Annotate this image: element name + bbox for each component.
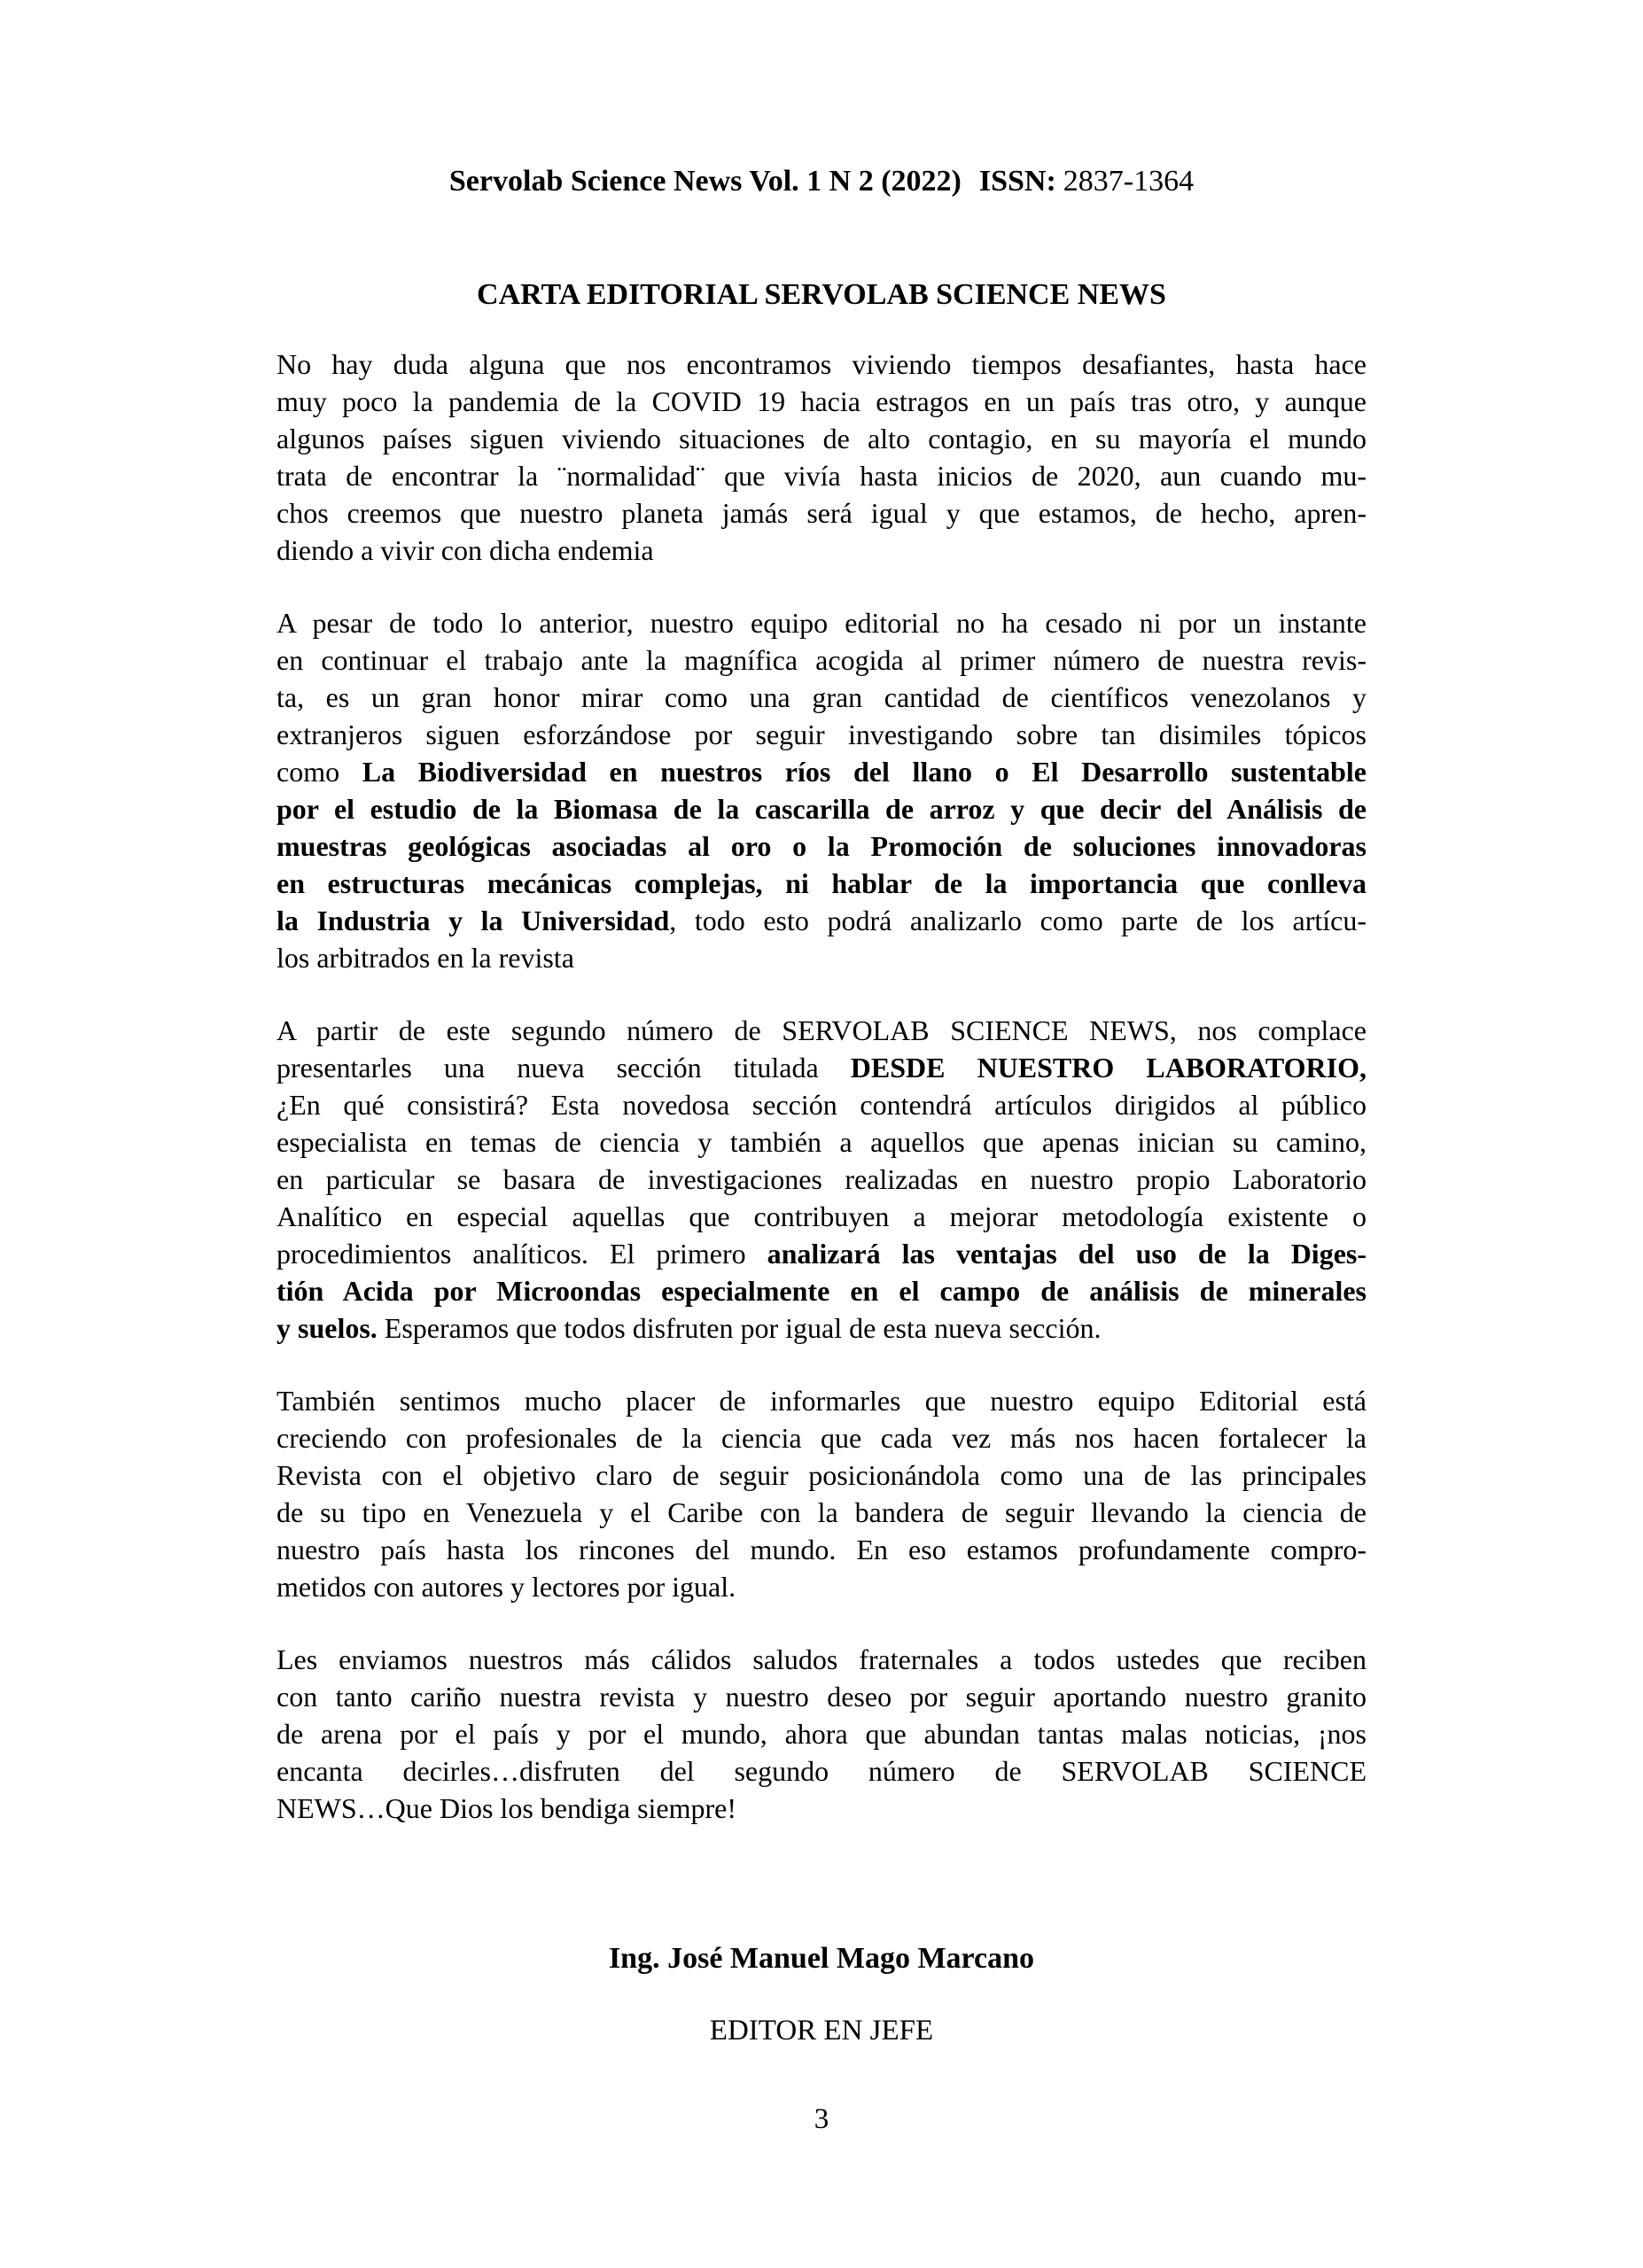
text-segment: creciendo con profesionales de la ciencia que cada vez más nos hacen fortalecer la — [276, 1422, 1367, 1454]
paragraph-line — [276, 1012, 1367, 1049]
paragraph-line — [276, 1086, 1367, 1123]
text-segment: algunos países siguen viviendo situaciones de alto contagio, en su mayoría el mundo — [276, 423, 1367, 454]
paragraph-line — [276, 1531, 1367, 1568]
bold-text-segment: en estructuras mecánicas complejas, ni hablar de la importancia que conlleva — [276, 867, 1367, 899]
paragraph-line — [276, 1568, 1367, 1605]
paragraph-line — [276, 753, 1367, 790]
paragraph — [276, 346, 1367, 569]
journal-header — [0, 165, 1643, 198]
paragraph-line — [276, 1161, 1367, 1198]
text-segment: como — [276, 756, 362, 788]
paragraph-line — [276, 1123, 1367, 1161]
text-segment: diendo a vivir con dicha endemia — [276, 534, 654, 566]
paragraph-line — [276, 532, 1367, 569]
paragraph-line — [276, 420, 1367, 457]
text-segment: No hay duda alguna que nos encontramos viviendo tiempos desafiantes, hasta hace — [276, 348, 1367, 380]
paragraph-line — [276, 346, 1367, 383]
text-segment: de su tipo en Venezuela y el Caribe con la bandera de seguir llevando la ciencia de — [276, 1496, 1367, 1528]
text-segment: Esperamos que todos disfruten por igual de esta nueva sección. — [377, 1312, 1102, 1344]
paragraph-line — [276, 1790, 1367, 1827]
paragraph-line — [276, 1678, 1367, 1715]
text-segment: nuestro país hasta los rincones del mundo. En eso estamos profundamente compro- — [276, 1534, 1367, 1565]
paragraph-line — [276, 1752, 1367, 1790]
signature-role: EDITOR EN JEFE — [709, 2015, 934, 2047]
paragraph-line — [276, 1456, 1367, 1494]
text-segment: en continuar el trabajo ante la magnífica acogida al primer número de nuestra revis- — [276, 644, 1367, 676]
text-segment: Analítico en especial aquellas que contribuyen a mejorar metodología existente o — [276, 1200, 1367, 1232]
text-segment: A partir de este segundo número de SERVOLAB SCIENCE NEWS, nos complace — [276, 1014, 1367, 1046]
text-segment: , todo esto podrá analizarlo como parte de los artícu- — [669, 905, 1367, 936]
text-segment: Les enviamos nuestros más cálidos saludos fraternales a todos ustedes que reciben — [276, 1643, 1367, 1675]
text-segment: A pesar de todo lo anterior, nuestro equipo editorial no ha cesado ni por un instante — [276, 607, 1367, 639]
paragraph-line — [276, 679, 1367, 716]
text-segment: encanta decirles…disfruten del segundo número de SERVOLAB SCIENCE — [276, 1755, 1367, 1787]
paragraph-line — [276, 383, 1367, 420]
bold-text-segment: La Biodiversidad en nuestros ríos del llano o El Desarrollo sustentable — [362, 756, 1367, 788]
bold-text-segment: muestras geológicas asociadas al oro o la Promoción de soluciones innovadoras — [276, 830, 1367, 862]
paragraph — [276, 1641, 1367, 1827]
paragraph-line — [276, 902, 1367, 939]
paragraph-line — [276, 1641, 1367, 1678]
paragraph-line — [276, 604, 1367, 641]
text-segment: NEWS…Que Dios los bendiga siempre! — [276, 1792, 737, 1824]
paragraph-line — [276, 457, 1367, 494]
paragraph-line — [276, 1494, 1367, 1531]
editorial-body — [276, 346, 1367, 1862]
text-segment: con tanto cariño nuestra revista y nuestro deseo por seguir aportando nuestro granito — [276, 1681, 1367, 1713]
paragraph-line — [276, 1419, 1367, 1456]
text-segment: chos creemos que nuestro planeta jamás será igual y que estamos, de hecho, apren- — [276, 497, 1367, 529]
bold-text-segment: la Industria y la Universidad — [276, 905, 670, 936]
text-segment: los arbitrados en la revista — [276, 942, 574, 974]
paragraph-line — [276, 1272, 1367, 1309]
journal-title: Servolab Science News Vol. 1 N 2 (2022) — [448, 165, 962, 198]
paragraph-line — [276, 827, 1367, 865]
paragraph-line — [276, 1715, 1367, 1752]
bold-text-segment: DESDE NUESTRO LABORATORIO, — [850, 1052, 1367, 1084]
issn-value: 2837-1364 — [1063, 165, 1195, 198]
paragraph-line — [276, 1235, 1367, 1272]
issn-label: ISSN: — [978, 165, 1056, 198]
bold-text-segment: y suelos. — [276, 1312, 378, 1344]
paragraph — [276, 1382, 1367, 1605]
paragraph-line — [276, 716, 1367, 753]
paragraph — [276, 1012, 1367, 1347]
editorial-title: CARTA EDITORIAL SERVOLAB SCIENCE NEWS — [477, 278, 1166, 311]
bold-text-segment: analizará las ventajas del uso de la Diges- — [767, 1238, 1367, 1270]
bold-text-segment: tión Acida por Microondas especialmente en el campo de análisis de minerales — [276, 1275, 1367, 1307]
paragraph-line — [276, 641, 1367, 679]
text-segment: presentarles una nueva sección titulada — [276, 1052, 851, 1084]
paragraph-line — [276, 790, 1367, 827]
paragraph — [276, 604, 1367, 976]
text-segment: Revista con el objetivo claro de seguir posicionándola como una de las principales — [276, 1459, 1367, 1491]
text-segment: procedimientos analíticos. El primero — [276, 1238, 767, 1270]
text-segment: metidos con autores y lectores por igual. — [276, 1571, 736, 1603]
text-segment: ta, es un gran honor mirar como una gran cantidad de científicos venezolanos y — [276, 681, 1367, 713]
paragraph-line — [276, 1198, 1367, 1235]
text-segment: También sentimos mucho placer de informarles que nuestro equipo Editorial está — [276, 1385, 1367, 1417]
paragraph-line — [276, 494, 1367, 532]
bold-text-segment: por el estudio de la Biomasa de la cascarilla de arroz y que decir del Análisis de — [276, 793, 1367, 825]
paragraph-line — [276, 939, 1367, 976]
text-segment: de arena por el país y por el mundo, ahora que abundan tantas malas noticias, ¡nos — [276, 1718, 1367, 1750]
text-segment: en particular se basara de investigaciones realizadas en nuestro propio Laboratorio — [276, 1163, 1367, 1195]
signature-name: Ing. José Manuel Mago Marcano — [608, 1942, 1035, 1975]
text-segment: ¿En qué consistirá? Esta novedosa sección contendrá artículos dirigidos al público — [276, 1089, 1367, 1121]
page-number: 3 — [814, 2103, 829, 2135]
paragraph-line — [276, 865, 1367, 902]
paragraph-line — [276, 1049, 1367, 1086]
text-segment: muy poco la pandemia de la COVID 19 hacia estragos en un país tras otro, y aunque — [276, 385, 1367, 417]
paragraph-line — [276, 1382, 1367, 1419]
text-segment: especialista en temas de ciencia y también a aquellos que apenas inician su camino, — [276, 1126, 1367, 1158]
text-segment: trata de encontrar la ¨normalidad¨ que vivía hasta inicios de 2020, aun cuando mu- — [276, 460, 1367, 492]
text-segment: extranjeros siguen esforzándose por seguir investigando sobre tan disimiles tópicos — [276, 718, 1367, 750]
paragraph-line — [276, 1309, 1367, 1347]
